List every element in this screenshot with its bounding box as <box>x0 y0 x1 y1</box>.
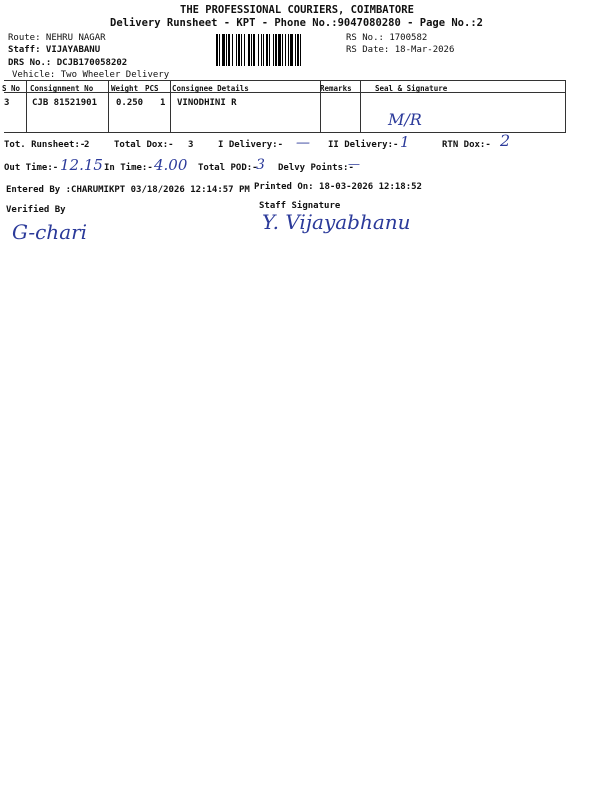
col-divider <box>170 80 171 132</box>
rs-date: RS Date: 18-Mar-2026 <box>346 45 455 55</box>
table-bottom-rule <box>4 132 566 133</box>
barcode-bar <box>285 34 286 66</box>
delvy-points-value: — <box>348 157 360 171</box>
table-cell-seal-signature: M/R <box>388 110 422 129</box>
table-cell-consignment: CJB 81521901 <box>32 98 98 108</box>
col-header-remarks: Remarks <box>320 84 352 93</box>
barcode-bar <box>228 34 230 66</box>
ii-delivery-value: 1 <box>400 133 410 151</box>
route-label: Route: NEHRU NAGAR <box>8 33 106 43</box>
barcode-bar <box>266 34 268 66</box>
table-cell-pcs: 1 <box>160 98 166 108</box>
tot-runsheet-value: 2 <box>84 140 90 150</box>
barcode-bar <box>295 34 296 66</box>
i-delivery-value: — <box>296 135 310 151</box>
barcode-bar <box>275 34 277 66</box>
barcode-bar <box>273 34 274 66</box>
col-header-consignee: Consignee Details <box>172 84 249 93</box>
barcode-bar <box>269 34 270 66</box>
staff-label: Staff: VIJAYABANU <box>8 45 101 55</box>
barcode-bar <box>253 34 255 66</box>
i-delivery-label: I Delivery:- <box>218 140 284 150</box>
barcode-bar <box>251 34 252 66</box>
barcode-bar <box>258 34 259 66</box>
barcode-bar <box>238 34 240 66</box>
table-cell-consignee: VINODHINI R <box>177 98 237 108</box>
verified-signature: G-chari <box>12 220 88 244</box>
barcode-bar <box>232 34 233 66</box>
table-top-rule <box>4 80 566 81</box>
runsheet-subtitle: Delivery Runsheet - KPT - Phone No.:9047080280 - Page No.:2 <box>110 17 483 29</box>
vehicle-label: Vehicle: Two Wheeler Delivery <box>12 70 170 80</box>
ii-delivery-label: II Delivery:- <box>328 140 399 150</box>
col-header-sno: S No <box>2 84 21 93</box>
total-dox-label: Total Dox:- <box>114 140 174 150</box>
delvy-points-label: Delvy Points:- <box>278 163 354 173</box>
col-header-consignment: Consignment No <box>30 84 94 93</box>
total-dox-value: 3 <box>188 140 194 150</box>
barcode-image <box>216 34 342 66</box>
barcode-bar <box>219 34 220 66</box>
staff-signature-label: Staff Signature <box>259 201 341 211</box>
col-divider <box>26 80 27 132</box>
verified-by-label: Verified By <box>6 205 66 215</box>
out-time-label: Out Time:- <box>4 163 59 173</box>
tot-runsheet-label: Tot. Runsheet:- <box>4 140 86 150</box>
barcode-bar <box>300 34 301 66</box>
staff-signature: Y. Vijayabhanu <box>262 210 411 234</box>
col-header-pcs: PCS <box>145 84 159 93</box>
barcode-bar <box>288 34 289 66</box>
barcode-bar <box>282 34 283 66</box>
barcode-bar <box>261 34 262 66</box>
printed-on: Printed On: 18-03-2026 12:18:52 <box>254 182 422 192</box>
barcode-bar <box>248 34 250 66</box>
table-cell-sno: 3 <box>4 98 10 108</box>
out-time-value: 12.15 <box>60 156 103 174</box>
barcode-bar <box>244 34 245 66</box>
barcode-bar <box>278 34 281 66</box>
total-pod-value: 3 <box>256 157 265 173</box>
rtn-dox-value: 2 <box>500 131 511 150</box>
entered-by: Entered By :CHARUMIKPT 03/18/2026 12:14:57 PM <box>6 185 250 195</box>
barcode-bar <box>297 34 299 66</box>
total-pod-label: Total POD:- <box>198 163 258 173</box>
barcode-bar <box>263 34 264 66</box>
barcode-bar <box>236 34 237 66</box>
barcode-bar <box>226 34 227 66</box>
rtn-dox-label: RTN Dox:- <box>442 140 491 150</box>
col-header-weight: Weight <box>111 84 139 93</box>
col-header-seal: Seal & Signature <box>375 84 448 93</box>
col-divider <box>565 80 566 132</box>
in-time-value: 4.00 <box>154 156 188 174</box>
company-title: THE PROFESSIONAL COURIERS, COIMBATORE <box>180 4 414 16</box>
barcode-bar <box>222 34 225 66</box>
col-divider <box>360 80 361 132</box>
barcode-bar <box>290 34 293 66</box>
rs-number: RS No.: 1700582 <box>346 33 428 43</box>
drs-number: DRS No.: DCJB170058202 <box>8 58 128 68</box>
col-divider <box>108 80 109 132</box>
in-time-label: In Time:- <box>104 163 153 173</box>
barcode-bar <box>241 34 242 66</box>
barcode-bar <box>216 34 218 66</box>
table-cell-weight: 0.250 <box>116 98 144 108</box>
